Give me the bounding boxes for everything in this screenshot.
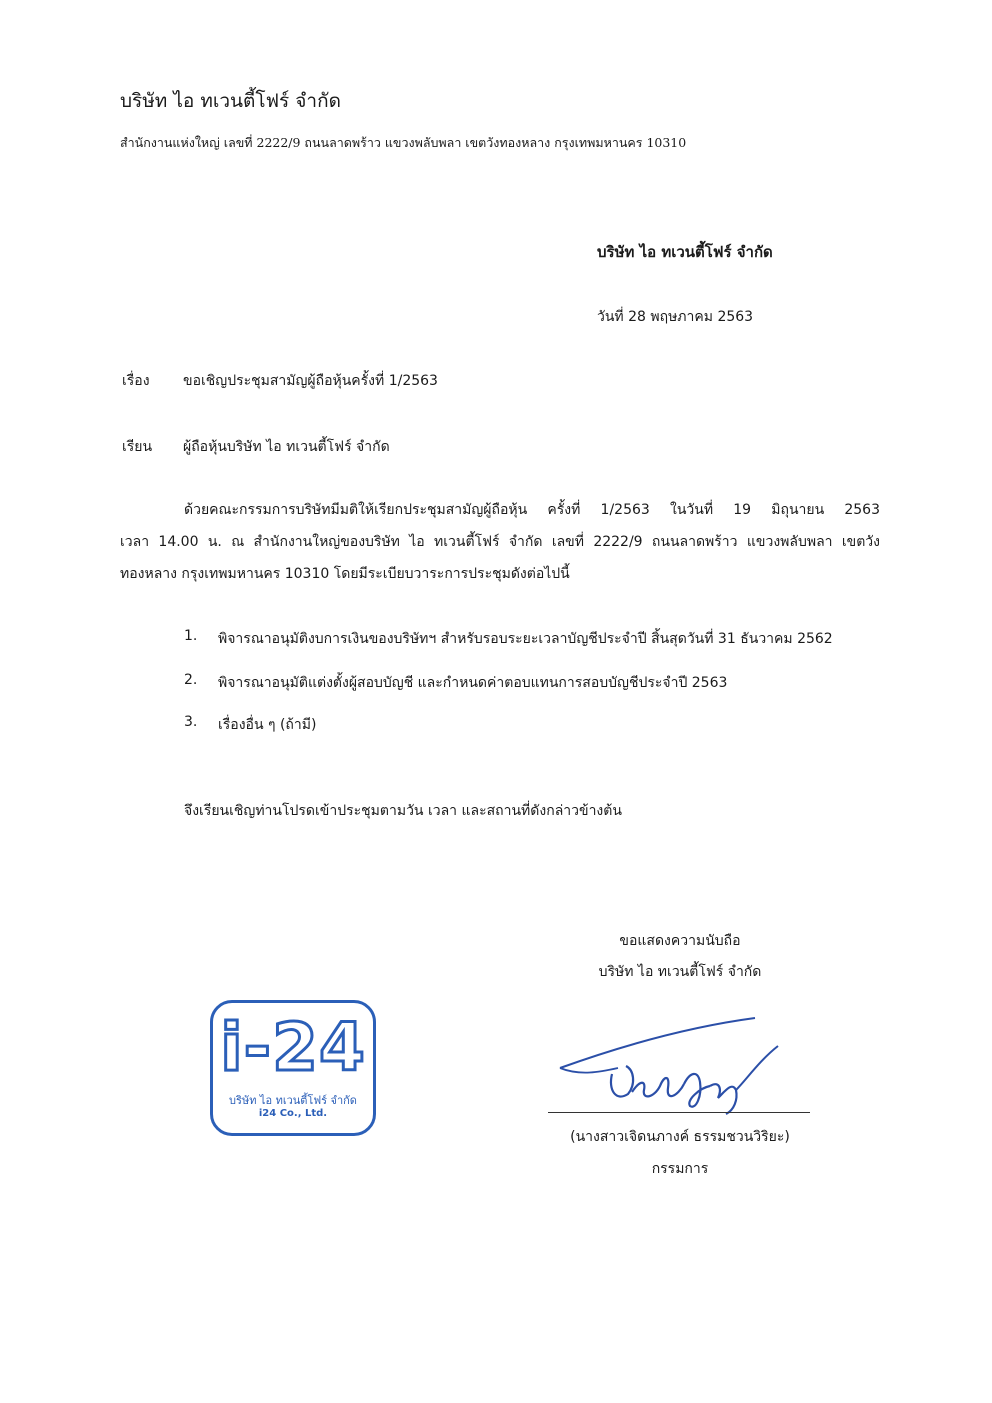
agenda-item-text: เรื่องอื่น ๆ (ถ้ามี) <box>218 717 317 733</box>
signer-title: กรรมการ <box>651 1161 709 1177</box>
stamp-logo-text: i-24 <box>220 1009 366 1086</box>
stamp-thai-name: บริษัท ไอ ทเวนตี้โฟร์ จำกัด <box>229 1094 357 1107</box>
agenda-item-text: พิจารณาอนุมัติงบการเงินของบริษัทฯ สำหรับรอบระยะเวลาบัญชีประจำปี สิ้นสุดวันที่ 31 ธันวาคม 2562 <box>218 631 833 647</box>
recipient-label: เรียน <box>122 439 153 455</box>
recipient-value: ผู้ถือหุ้นบริษัท ไอ ทเวนตี้โฟร์ จำกัด <box>183 439 390 455</box>
body-paragraph-line: ด้วยคณะกรรมการบริษัทมีมติให้เรียกประชุมสามัญผู้ถือหุ้น ครั้งที่ 1/2563 ในวันที่ 19 มิถุนายน 2563 <box>184 502 880 518</box>
agenda-item-number: 1. <box>184 628 198 644</box>
closing-company: บริษัท ไอ ทเวนตี้โฟร์ จำกัด <box>598 964 762 980</box>
subject-label: เรื่อง <box>122 373 150 389</box>
signer-name: (นางสาวเจิดนภางค์ ธรรมชวนวิริยะ) <box>570 1129 790 1145</box>
closing-invitation: จึงเรียนเชิญท่านโปรดเข้าประชุมตามวัน เวลา และสถานที่ดังกล่าวข้างต้น <box>184 803 622 819</box>
company-name: บริษัท ไอ ทเวนตี้โฟร์ จำกัด <box>120 90 341 112</box>
company-address: สำนักงานแห่งใหญ่ เลขที่ 2222/9 ถนนลาดพร้าว แขวงพลับพลา เขตวังทองหลาง กรุงเทพมหานคร 10310 <box>120 135 687 150</box>
closing-regards: ขอแสดงความนับถือ <box>619 933 741 949</box>
signature-line <box>548 1112 810 1113</box>
subject-value: ขอเชิญประชุมสามัญผู้ถือหุ้นครั้งที่ 1/2563 <box>183 373 438 389</box>
agenda-item-number: 3. <box>184 714 198 730</box>
body-paragraph-line: ทองหลาง กรุงเทพมหานคร 10310 โดยมีระเบียบวาระการประชุมดังต่อไปนี้ <box>120 566 570 582</box>
agenda-item-number: 2. <box>184 672 198 688</box>
letter-date: วันที่ 28 พฤษภาคม 2563 <box>597 309 754 325</box>
stamp-english-name: i24 Co., Ltd. <box>258 1108 328 1119</box>
sender-company: บริษัท ไอ ทเวนตี้โฟร์ จำกัด <box>597 243 773 261</box>
handwritten-signature <box>550 1010 790 1120</box>
body-paragraph-line: เวลา 14.00 น. ณ สำนักงานใหญ่ของบริษัท ไอ ทเวนตี้โฟร์ จำกัด เลขที่ 2222/9 ถนนลาดพร้าว แขวงพลับพลา เขตวัง <box>120 534 880 550</box>
company-stamp <box>210 1000 376 1136</box>
agenda-item-text: พิจารณาอนุมัติแต่งตั้งผู้สอบบัญชี และกำหนดค่าตอบแทนการสอบบัญชีประจำปี 2563 <box>218 675 728 691</box>
